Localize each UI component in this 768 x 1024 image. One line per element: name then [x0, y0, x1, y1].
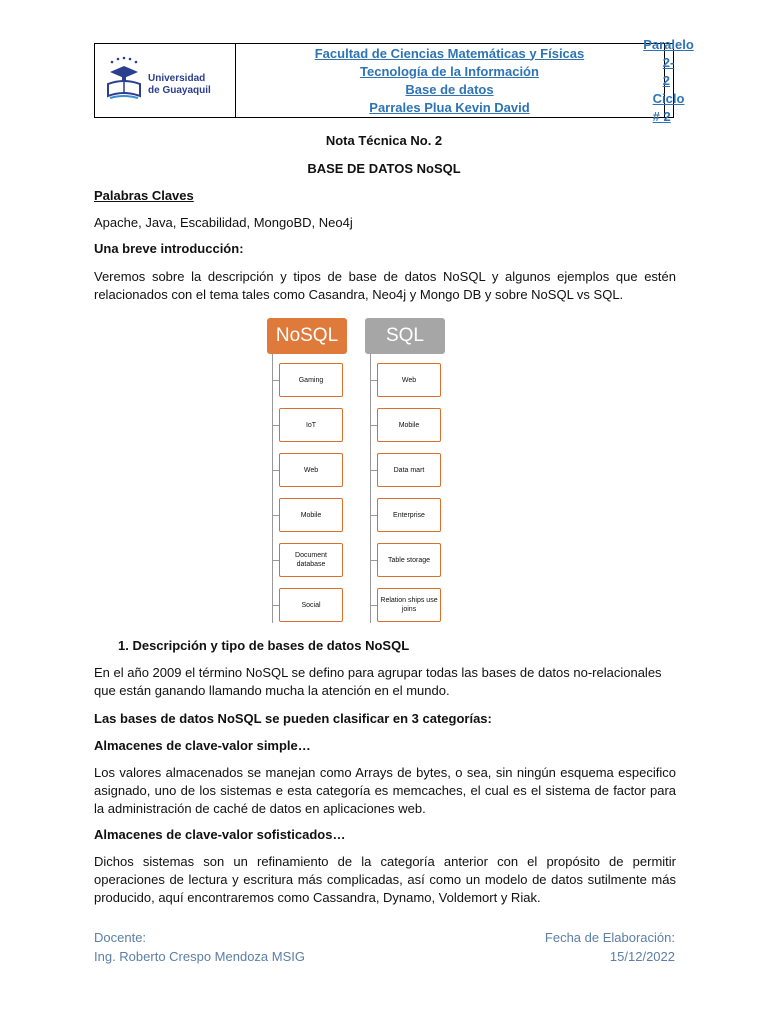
sophisticated-kv-text: Dichos sistemas son un refinamiento de la categoría anterior con el propósito de permitir operaciones de lectura y escritura más complicadas, así como un modelo de datos sutilmente más producido, aquí encontraremos como Cassandra, Dynamo, Voldemort y Riak. — [94, 854, 676, 905]
nosql-item: Mobile — [279, 498, 343, 532]
university-emblem-icon — [104, 56, 144, 104]
logo-text — [148, 73, 211, 97]
sql-connector-tick — [370, 515, 377, 516]
sql-item: Data mart — [377, 453, 441, 487]
university-logo — [104, 56, 224, 106]
sophisticated-kv-heading: Almacenes de clave-valor sofisticados… — [94, 827, 346, 842]
nosql-connector-tick — [272, 515, 279, 516]
intro-heading: Una breve introducción: — [94, 241, 244, 256]
nosql-item: Document database — [279, 543, 343, 577]
keywords-heading: Palabras Claves — [94, 188, 194, 203]
simple-kv-heading: Almacenes de clave-valor simple… — [94, 738, 311, 753]
logo-line-1: Universidad — [148, 73, 206, 84]
paralelo-label: Paralelo — [643, 36, 694, 52]
career-line: Tecnología de la Información — [360, 63, 539, 79]
docente-label: Docente: — [94, 930, 147, 945]
faculty-line: Facultad de Ciencias Matemáticas y Físicas — [314, 45, 585, 61]
sql-item: Mobile — [377, 408, 441, 442]
sql-connector-tick — [370, 605, 377, 606]
nosql-connector-tick — [272, 425, 279, 426]
sql-header-box: SQL — [365, 318, 445, 354]
docente-name: Ing. Roberto Crespo Mendoza MSIG — [94, 949, 305, 964]
nosql-header-box: NoSQL — [267, 318, 347, 354]
subject-line: Base de datos — [405, 81, 494, 97]
fecha-value: 15/12/2022 — [609, 949, 675, 964]
logo-cell — [95, 44, 236, 117]
sql-item: Relation ships use joins — [377, 588, 441, 622]
sql-connector-tick — [370, 380, 377, 381]
nosql-connector-tick — [272, 470, 279, 471]
paralelo-value: 2-2 — [662, 54, 675, 88]
footer-right — [545, 928, 675, 966]
nosql-item: Social — [279, 588, 343, 622]
header-info-cell — [643, 36, 694, 124]
sql-item: Web — [377, 363, 441, 397]
header-table — [94, 36, 694, 124]
nosql-item: Gaming — [279, 363, 343, 397]
simple-kv-text: Los valores almacenados se manejan como Arrays de bytes, o sea, sin ningún esquema especifico asignado, uno de los sistemas e esta categoría es memcaches, el cual es el sistema de factor para la administración de caché de datos en aplicaciones web. — [94, 765, 676, 816]
sql-connector-line — [370, 354, 371, 623]
fecha-label: Fecha de Elaboración: — [544, 930, 675, 945]
nosql-connector-tick — [272, 380, 279, 381]
footer-left — [94, 928, 305, 966]
nosql-connector-tick — [272, 560, 279, 561]
section-1-heading: 1. Descripción y tipo de bases de datos NoSQL — [118, 638, 410, 653]
intro-text: Veremos sobre la descripción y tipos de base de datos NoSQL y algunos ejemplos que estén relacionados con el tema tales como Casandra, Neo4j y Mongo DB y sobre NoSQL vs SQL. — [94, 269, 676, 302]
ciclo-label: Ciclo # 2 — [652, 90, 685, 124]
doc-title: Nota Técnica No. 2 — [325, 133, 443, 148]
sql-connector-tick — [370, 425, 377, 426]
sql-item: Enterprise — [377, 498, 441, 532]
nosql-item: Web — [279, 453, 343, 487]
student-line: Parrales Plua Kevin David — [369, 99, 530, 115]
nosql-connector-line — [272, 354, 273, 623]
keywords-text: Apache, Java, Escabilidad, MongoBD, Neo4j — [94, 215, 353, 230]
nosql-connector-tick — [272, 605, 279, 606]
nosql-vs-sql-diagram — [262, 318, 454, 630]
categories-heading: Las bases de datos NoSQL se pueden clasificar en 3 categorías: — [94, 711, 492, 726]
sql-item: Table storage — [377, 543, 441, 577]
logo-line-2: de Guayaquil — [148, 85, 211, 96]
header-title-cell — [235, 44, 665, 117]
sql-connector-tick — [370, 560, 377, 561]
paragraph-2009: En el año 2009 el término NoSQL se defino para agrupar todas las bases de datos no-relacionales que están ganando llamando mucha la atención en el mundo. — [94, 665, 662, 698]
sql-connector-tick — [370, 470, 377, 471]
doc-subtitle: BASE DE DATOS NoSQL — [307, 161, 461, 176]
nosql-item: IoT — [279, 408, 343, 442]
